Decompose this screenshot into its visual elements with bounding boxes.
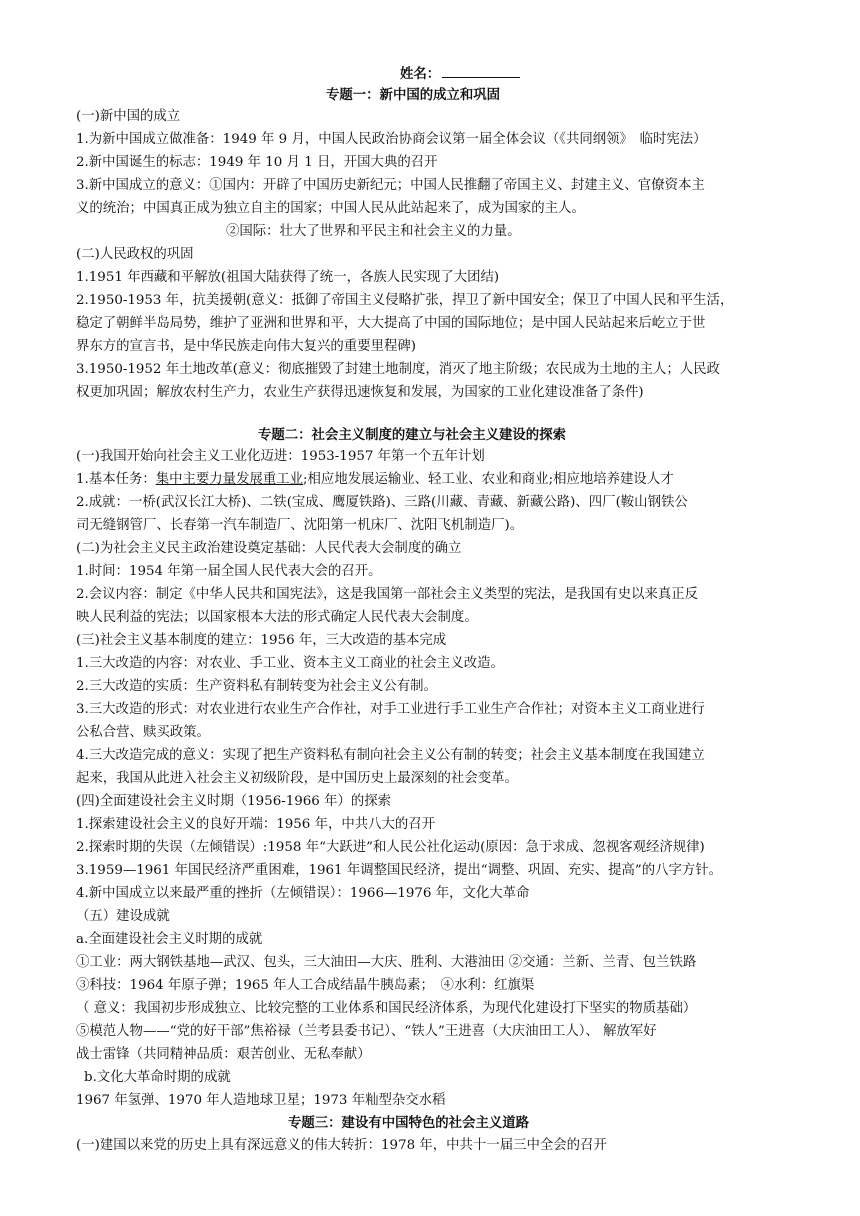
s1-line: 1.1951 年西藏和平解放(祖国大陆获得了统一，各族人民实现了大团结)	[76, 270, 500, 285]
s2-line-basic-task	[76, 469, 788, 491]
section-1-title: 专题一：新中国的成立和巩固	[326, 87, 501, 103]
section-2-title: 专题二：社会主义制度的建立与社会主义建设的探索	[258, 427, 566, 443]
s2-line: 2.探索时期的失误（左倾错误）:1958 年“大跃进”和人民公社化运动(原因：急于求成、忽视客观经济规律)	[76, 840, 705, 855]
s2-line: （ 意义：我国初步形成独立、比较完整的工业体系和国民经济体系，为现代化建设打下坚实的物质基础）	[76, 1001, 697, 1016]
s2-line: 2.成就：一桥(武汉长江大桥)、二铁(宝成、鹰厦铁路)、三路(川藏、青藏、新藏公路)、四厂(鞍山钢铁公	[76, 495, 688, 510]
s2-line: 1.三大改造的内容：对农业、手工业、资本主义工商业的社会主义改造。	[76, 656, 504, 671]
s2-heading-achievements: （五）建设成就	[76, 909, 170, 924]
s2-line: 1967 年氢弹、1970 年人造地球卫星；1973 年籼型杂交水稻	[76, 1093, 446, 1108]
s2-line: 2.三大改造的实质：生产资料私有制转变为社会主义公有制。	[76, 679, 437, 694]
s1-line: 2.1950-1953 年，抗美援朝(意义：抵御了帝国主义侵略扩张，捍卫了新中国安全；保卫了中国人民和平生活，	[76, 293, 734, 308]
s2-line: a.全面建设社会主义时期的成就	[76, 932, 263, 947]
s1-line: 3.新中国成立的意义：①国内：开辟了中国历史新纪元；中国人民推翻了帝国主义、封建主义、官僚资本主	[76, 178, 705, 193]
s2-line: 1.时间：1954 年第一届全国人民代表大会的召开。	[76, 564, 382, 579]
name-field	[400, 62, 520, 84]
s2-basic-task-rest: ;相应地发展运输业、轻工业、农业和商业;相应地培养建设人才	[303, 472, 674, 487]
s2-line: 3.1959—1961 年国民经济严重困难，1961 年调整国民经济，提出“调整、巩固、充实、提高”的八字方针。	[76, 863, 723, 878]
s2-line: ③科技：1964 年原子弹；1965 年人工合成结晶牛胰岛素； ④水利：红旗渠	[76, 978, 535, 993]
name-label: 姓名：	[400, 66, 441, 82]
s1-heading-founding: (一)新中国的成立	[76, 109, 181, 124]
s1-line: 界东方的宣言书，是中华民族走向伟大复兴的重要里程碑)	[76, 339, 416, 354]
s2-heading-transformation: (三)社会主义基本制度的建立：1956 年，三大改造的基本完成	[76, 633, 447, 648]
s1-line: 权更加巩固；解放农村生产力，农业生产获得迅速恢复和发展，为国家的工业化建设准备了条件)	[76, 385, 644, 400]
s2-line: 司无缝钢管厂、长春第一汽车制造厂、沈阳第一机床厂、沈阳飞机制造厂)。	[76, 518, 524, 533]
name-blank-line[interactable]	[442, 62, 520, 78]
s1-line: 1.为新中国成立做准备：1949 年 9 月，中国人民政治协商会议第一届全体会议（《共同纲领》 临时宪法）	[76, 132, 707, 147]
s2-line: 起来，我国从此进入社会主义初级阶段，是中国历史上最深刻的社会变革。	[76, 771, 518, 786]
s1-line: 义的统治；中国真正成为独立自主的国家；中国人民从此站起来了，成为国家的主人。	[76, 201, 585, 216]
s2-line: 3.三大改造的形式：对农业进行农业生产合作社，对手工业进行手工业生产合作社；对资本主义工商业进行	[76, 702, 705, 717]
s2-line: ⑤模范人物——“党的好干部”焦裕禄（兰考县委书记）、“铁人”王进喜（大庆油田工人）、 解放军好	[76, 1024, 657, 1039]
s2-line: 公私合营、赎买政策。	[76, 725, 210, 740]
s2-line: 4.三大改造完成的意义：实现了把生产资料私有制向社会主义公有制的转变；社会主义基本制度在我国建立	[76, 748, 705, 763]
s2-line: ①工业：两大钢铁基地—武汉、包头，三大油田—大庆、胜利、大港油田 ②交通：兰新、兰青、包兰铁路	[76, 955, 697, 970]
s3-heading-turning-point: (一)建国以来党的历史上具有深远意义的伟大转折：1978 年，中共十一届三中全会的召开	[76, 1138, 607, 1153]
s2-heading-industrialization: (一)我国开始向社会主义工业化迈进：1953-1957 年第一个五年计划	[76, 449, 485, 464]
s1-line: 3.1950-1952 年土地改革(意义：彻底摧毁了封建土地制度，消灭了地主阶级；农民成为土地的主人；人民政	[76, 362, 720, 377]
section-3-title: 专题三：建设有中国特色的社会主义道路	[288, 1115, 530, 1131]
s2-line: 2.会议内容：制定《中华人民共和国宪法》，这是我国第一部社会主义类型的宪法，是我国有史以来真正反	[76, 587, 699, 602]
s1-line: 2.新中国诞生的标志：1949 年 10 月 1 日，开国大典的召开	[76, 155, 438, 170]
s2-line: 战士雷锋（共同精神品质：艰苦创业、无私奉献）	[76, 1047, 371, 1062]
s2-heading-exploration: (四)全面建设社会主义时期（1956-1966 年）的探索	[76, 794, 392, 809]
s2-basic-task-underlined: 集中主要力量发展重工业	[155, 472, 304, 487]
s2-line: b.文化大革命时期的成就	[84, 1070, 231, 1085]
s2-heading-npc: (二)为社会主义民主政治建设奠定基础：人民代表大会制度的确立	[76, 541, 462, 556]
s1-heading-consolidation: (二)人民政权的巩固	[76, 247, 194, 262]
s2-line: 映人民利益的宪法；以国家根本大法的形式确定人民代表大会制度。	[76, 610, 478, 625]
s1-line: ②国际：壮大了世界和平民主和社会主义的力量。	[226, 224, 521, 239]
s2-line: 1.探索建设社会主义的良好开端：1956 年，中共八大的召开	[76, 817, 436, 832]
s2-line: 4.新中国成立以来最严重的挫折（左倾错误）：1966—1976 年，文化大革命	[76, 886, 530, 901]
s2-basic-task-label: 1.基本任务：	[76, 472, 156, 487]
s1-line: 稳定了朝鲜半岛局势，维护了亚洲和世界和平，大大提高了中国的国际地位；是中国人民站起来后屹立于世	[76, 316, 706, 331]
